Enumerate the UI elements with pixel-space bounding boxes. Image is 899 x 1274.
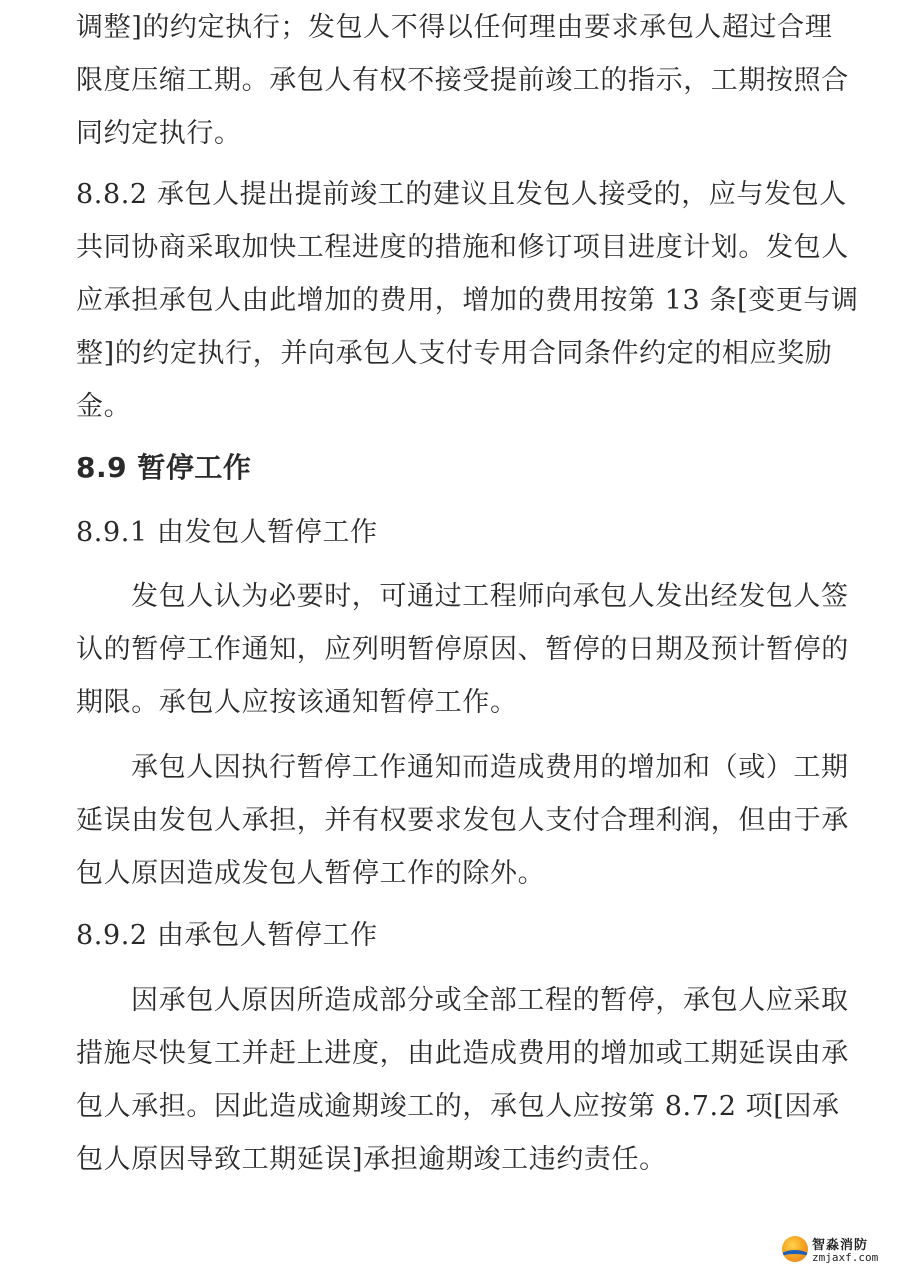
text-line: 包人原因导致工期延误]承担逾期竣工违约责任。 (76, 1144, 667, 1175)
paragraph-start: 发包人认为必要时，可通过工程师向承包人发出经发包人签 (131, 581, 849, 612)
text-line: 措施尽快复工并赶上进度，由此造成费用的增加或工期延误由承 (76, 1038, 849, 1069)
text-line: 调整]的约定执行；发包人不得以任何理由要求承包人超过合理 (76, 12, 833, 43)
text-line: 延误由发包人承担，并有权要求发包人支付合理利润，但由于承 (76, 805, 849, 836)
text-line: 应承担承包人由此增加的费用，增加的费用按第 13 条[变更与调 (76, 285, 859, 316)
text-line: 金。 (76, 391, 132, 422)
text-line: 认的暂停工作通知，应列明暂停原因、暂停的日期及预计暂停的 (76, 634, 849, 665)
watermark-url: zmjaxf.com (812, 1251, 879, 1264)
paragraph-start: 因承包人原因所造成部分或全部工程的暂停，承包人应采取 (131, 985, 849, 1016)
watermark (782, 1232, 892, 1268)
paragraph-start: 承包人因执行暂停工作通知而造成费用的增加和（或）工期 (131, 752, 849, 783)
text-line: 整]的约定执行，并向承包人支付专用合同条件约定的相应奖励 (76, 338, 833, 369)
text-line: 共同协商采取加快工程进度的措施和修订项目进度计划。发包人 (76, 232, 849, 263)
clause-8-8-2-line: 8.8.2 承包人提出提前竣工的建议且发包人接受的，应与发包人 (76, 179, 847, 210)
watermark-name: 智淼消防 (812, 1238, 869, 1253)
section-heading-8-9: 8.9 暂停工作 (76, 451, 252, 484)
subsection-heading-8-9-1: 8.9.1 由发包人暂停工作 (76, 517, 378, 548)
logo-icon (782, 1236, 808, 1262)
text-line: 同约定执行。 (76, 118, 242, 149)
text-line: 限度压缩工期。承包人有权不接受提前竣工的指示，工期按照合 (76, 65, 849, 96)
text-line: 包人原因造成发包人暂停工作的除外。 (76, 858, 546, 889)
text-line: 期限。承包人应按该通知暂停工作。 (76, 687, 518, 718)
text-line: 包人承担。因此造成逾期竣工的，承包人应按第 8.7.2 项[因承 (76, 1091, 840, 1122)
subsection-heading-8-9-2: 8.9.2 由承包人暂停工作 (76, 920, 378, 951)
